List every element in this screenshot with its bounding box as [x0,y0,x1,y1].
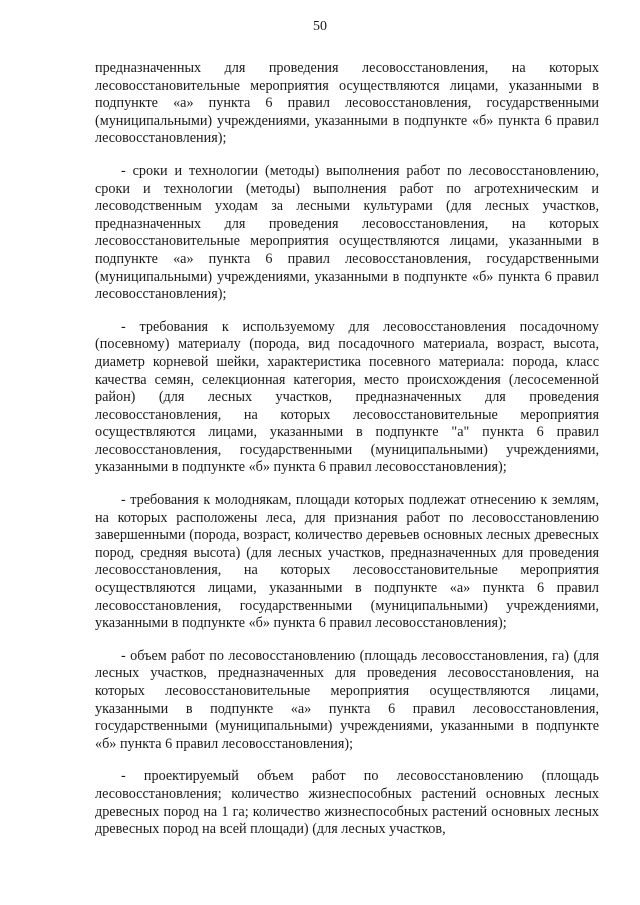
paragraph-continuation: предназначенных для проведения лесовосстановления, на которых лесовосстановительные мероприятия осуществляются лицами, указанными в подпункте «а» пункта 6 правил лесовосстановления, государственными (муниципальными) учреждениями, указанными в подпункте «б» пункта 6 правил лесовосстановления); [95,60,599,147]
paragraph-work-volume: - объем работ по лесовосстановлению (площадь лесовосстановления, га) (для лесных участков, предназначенных для проведения лесовосстановления, на которых лесовосстановительные мероприятия осуществляются лицами, указанными в подпункте «а» пункта 6 правил лесовосстановления, государственными (муниципальными) учреждениями, указанными в подпункте «б» пункта 6 правил лесовосстановления); [95,647,599,752]
paragraph-young-stand-requirements: - требования к молоднякам, площади которых подлежат отнесению к землям, на которых расположены леса, для признания работ по лесовосстановлению завершенными (порода, возраст, количество деревьев основных лесных древесных пород, средняя высота) (для лесных участков, предназначенных для проведения лесовосстановления, на которых лесовосстановительные мероприятия осуществляются лицами, указанными в подпункте «а» пункта 6 правил лесовосстановления, государственными (муниципальными) учреждениями, указанными в подпункте «б» пункта 6 правил лесовосстановления); [95,492,599,632]
paragraph-planting-material-requirements: - требования к используемому для лесовосстановления посадочному (посевному) материалу (порода, вид посадочного материала, возраст, высота, диаметр корневой шейки, характеристика посевного материала: порода, класс качества семян, селекционная категория, место происхождения (лесосеменной район) (для лесных участков, предназначенных для проведения лесовосстановления, на которых лесовосстановительные мероприятия осуществляются лицами, указанными в подпункте "а" пункта 6 правил лесовосстановления, государственными (муниципальными) учреждениями, указанными в подпункте «б» пункта 6 правил лесовосстановления); [95,318,599,476]
page-number: 50 [313,19,327,34]
paragraph-deadlines-technologies: - сроки и технологии (методы) выполнения работ по лесовосстановлению, сроки и технологии (методы) выполнения работ по агротехническим и лесоводственным уходам за лесными культурами (для лесных участков, предназначенных для проведения лесовосстановления, на которых лесовосстановительные мероприятия осуществляются лицами, указанными в подпункте «а» пункта 6 правил лесовосстановления, государственными (муниципальными) учреждениями, указанными в подпункте «б» пункта 6 правил лесовосстановления); [95,162,599,303]
paragraph-projected-work-volume: - проектируемый объем работ по лесовосстановлению (площадь лесовосстановления; количество жизнеспособных растений основных лесных древесных пород на 1 га; количество жизнеспособных растений основных лесных древесных пород на всей площади) (для лесных участков, [95,768,599,838]
document-body [95,60,599,839]
